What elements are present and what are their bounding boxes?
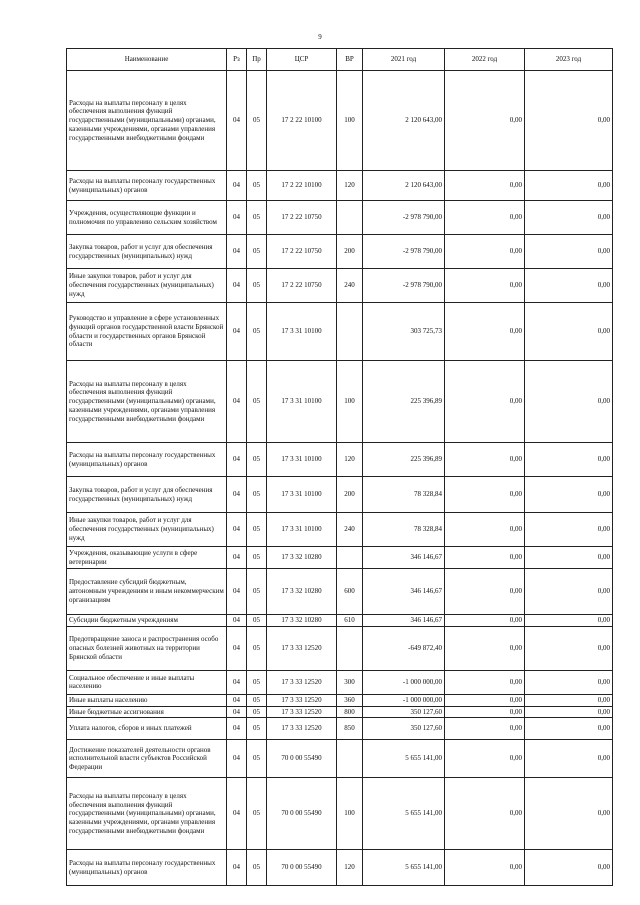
cell-rz: 04	[227, 235, 247, 269]
cell-csr: 70 0 00 55490	[267, 740, 337, 778]
cell-csr: 17 3 31 10100	[267, 443, 337, 477]
cell-vr: 240	[337, 269, 363, 303]
table-header-row	[67, 49, 613, 71]
cell-2023: 0,00	[525, 626, 613, 670]
cell-csr: 17 3 31 10100	[267, 361, 337, 443]
cell-pr: 05	[247, 778, 267, 850]
cell-rz: 04	[227, 626, 247, 670]
cell-vr: 100	[337, 361, 363, 443]
cell-rz: 04	[227, 71, 247, 171]
cell-name: Закупка товаров, работ и услуг для обеспечения государственных (муниципальных) нужд	[67, 477, 227, 513]
cell-2023: 0,00	[525, 303, 613, 361]
cell-2022: 0,00	[445, 201, 525, 235]
cell-vr	[337, 626, 363, 670]
cell-name: Субсидии бюджетным учреждениям	[67, 615, 227, 627]
cell-rz: 04	[227, 670, 247, 694]
cell-pr: 05	[247, 670, 267, 694]
header-2022: 2022 год	[445, 49, 525, 71]
cell-2021: 78 328,84	[363, 477, 445, 513]
cell-2022: 0,00	[445, 235, 525, 269]
cell-pr: 05	[247, 269, 267, 303]
cell-rz: 04	[227, 778, 247, 850]
cell-2021: -2 978 790,00	[363, 269, 445, 303]
cell-rz: 04	[227, 569, 247, 615]
cell-pr: 05	[247, 303, 267, 361]
cell-2023: 0,00	[525, 235, 613, 269]
table-row	[67, 361, 613, 443]
cell-2022: 0,00	[445, 626, 525, 670]
cell-csr: 17 3 32 10280	[267, 569, 337, 615]
cell-rz: 04	[227, 171, 247, 201]
cell-csr: 17 3 33 12520	[267, 694, 337, 706]
cell-vr: 200	[337, 235, 363, 269]
cell-rz: 04	[227, 477, 247, 513]
table-row	[67, 235, 613, 269]
cell-pr: 05	[247, 740, 267, 778]
cell-rz: 04	[227, 740, 247, 778]
cell-name: Расходы на выплаты персоналу в целях обеспечения выполнения функций государственными (муниципальными) органами, казенными учреждениями, органами управления государственными внебюджетными фондами	[67, 778, 227, 850]
cell-csr: 17 2 22 10750	[267, 235, 337, 269]
cell-vr: 100	[337, 71, 363, 171]
cell-csr: 17 2 22 10750	[267, 201, 337, 235]
cell-rz: 04	[227, 513, 247, 547]
cell-2021: 225 396,89	[363, 361, 445, 443]
cell-2023: 0,00	[525, 477, 613, 513]
cell-vr	[337, 547, 363, 569]
cell-vr: 850	[337, 718, 363, 740]
cell-2022: 0,00	[445, 513, 525, 547]
cell-2022: 0,00	[445, 706, 525, 718]
cell-2023: 0,00	[525, 547, 613, 569]
cell-name: Иные бюджетные ассигнования	[67, 706, 227, 718]
header-2023: 2023 год	[525, 49, 613, 71]
cell-rz: 04	[227, 694, 247, 706]
cell-vr	[337, 740, 363, 778]
cell-2021: 2 120 643,00	[363, 171, 445, 201]
cell-csr: 17 3 32 10280	[267, 547, 337, 569]
cell-name: Руководство и управление в сфере установленных функций органов государственной власти Брянской области и государственных органов Брянской области	[67, 303, 227, 361]
cell-2022: 0,00	[445, 269, 525, 303]
cell-csr: 17 3 33 12520	[267, 670, 337, 694]
table-row	[67, 513, 613, 547]
cell-pr: 05	[247, 361, 267, 443]
cell-vr: 120	[337, 850, 363, 886]
cell-2021: 225 396,89	[363, 443, 445, 477]
cell-2023: 0,00	[525, 706, 613, 718]
cell-name: Расходы на выплаты персоналу в целях обеспечения выполнения функций государственными (муниципальными) органами, казенными учреждениями, органами управления государственными внебюджетными фондами	[67, 71, 227, 171]
cell-pr: 05	[247, 201, 267, 235]
cell-2022: 0,00	[445, 477, 525, 513]
cell-2022: 0,00	[445, 850, 525, 886]
header-vr: ВР	[337, 49, 363, 71]
cell-name: Достижение показателей деятельности органов исполнительной власти субъектов Российской Федерации	[67, 740, 227, 778]
cell-2021: -2 978 790,00	[363, 235, 445, 269]
cell-2021: -1 000 000,00	[363, 694, 445, 706]
cell-2021: 2 120 643,00	[363, 71, 445, 171]
cell-name: Иные закупки товаров, работ и услуг для обеспечения государственных (муниципальных) нужд	[67, 513, 227, 547]
cell-2021: 5 655 141,00	[363, 778, 445, 850]
cell-pr: 05	[247, 569, 267, 615]
cell-2023: 0,00	[525, 71, 613, 171]
cell-name: Расходы на выплаты персоналу государственных (муниципальных) органов	[67, 443, 227, 477]
cell-2023: 0,00	[525, 670, 613, 694]
cell-name: Учреждения, осуществляющие функции и полномочия по управлению сельским хозяйством	[67, 201, 227, 235]
cell-2022: 0,00	[445, 670, 525, 694]
cell-pr: 05	[247, 443, 267, 477]
cell-csr: 17 3 32 10280	[267, 615, 337, 627]
cell-pr: 05	[247, 171, 267, 201]
cell-csr: 17 3 33 12520	[267, 626, 337, 670]
cell-vr: 240	[337, 513, 363, 547]
cell-csr: 70 0 00 55490	[267, 850, 337, 886]
cell-2022: 0,00	[445, 778, 525, 850]
table-row	[67, 670, 613, 694]
cell-2023: 0,00	[525, 201, 613, 235]
cell-csr: 17 3 31 10100	[267, 513, 337, 547]
cell-name: Расходы на выплаты персоналу государственных (муниципальных) органов	[67, 850, 227, 886]
cell-rz: 04	[227, 706, 247, 718]
table-row	[67, 615, 613, 627]
table-row	[67, 569, 613, 615]
cell-2023: 0,00	[525, 513, 613, 547]
header-2021: 2021 год	[363, 49, 445, 71]
cell-2022: 0,00	[445, 569, 525, 615]
cell-2022: 0,00	[445, 694, 525, 706]
cell-rz: 04	[227, 201, 247, 235]
cell-vr: 600	[337, 569, 363, 615]
cell-pr: 05	[247, 71, 267, 171]
cell-2021: 303 725,73	[363, 303, 445, 361]
cell-2021: 346 146,67	[363, 615, 445, 627]
header-rz: Рз	[227, 49, 247, 71]
table-row	[67, 547, 613, 569]
cell-2023: 0,00	[525, 850, 613, 886]
cell-vr: 120	[337, 443, 363, 477]
cell-pr: 05	[247, 513, 267, 547]
cell-name: Иные закупки товаров, работ и услуг для обеспечения государственных (муниципальных) нужд	[67, 269, 227, 303]
header-name: Наименование	[67, 49, 227, 71]
cell-2022: 0,00	[445, 547, 525, 569]
table-row	[67, 171, 613, 201]
table-row	[67, 694, 613, 706]
cell-csr: 70 0 00 55490	[267, 778, 337, 850]
table-row	[67, 477, 613, 513]
cell-name: Закупка товаров, работ и услуг для обеспечения государственных (муниципальных) нужд	[67, 235, 227, 269]
cell-2023: 0,00	[525, 171, 613, 201]
cell-2023: 0,00	[525, 269, 613, 303]
cell-rz: 04	[227, 547, 247, 569]
table-row	[67, 443, 613, 477]
cell-name: Учреждения, оказывающие услуги в сфере ветеринарии	[67, 547, 227, 569]
cell-2021: 350 127,60	[363, 706, 445, 718]
cell-2023: 0,00	[525, 443, 613, 477]
cell-rz: 04	[227, 303, 247, 361]
cell-csr: 17 2 22 10750	[267, 269, 337, 303]
table-row	[67, 269, 613, 303]
cell-csr: 17 3 33 12520	[267, 706, 337, 718]
cell-vr: 300	[337, 670, 363, 694]
cell-2021: -649 872,40	[363, 626, 445, 670]
cell-vr: 200	[337, 477, 363, 513]
cell-csr: 17 2 22 10100	[267, 71, 337, 171]
cell-2022: 0,00	[445, 361, 525, 443]
table-row	[67, 201, 613, 235]
cell-2022: 0,00	[445, 443, 525, 477]
cell-vr: 360	[337, 694, 363, 706]
cell-vr	[337, 303, 363, 361]
page-number: 9	[318, 33, 322, 41]
cell-2021: 5 655 141,00	[363, 850, 445, 886]
cell-2021: 5 655 141,00	[363, 740, 445, 778]
table-row	[67, 740, 613, 778]
table-row	[67, 706, 613, 718]
cell-name: Уплата налогов, сборов и иных платежей	[67, 718, 227, 740]
cell-pr: 05	[247, 850, 267, 886]
cell-pr: 05	[247, 718, 267, 740]
cell-name: Социальное обеспечение и иные выплаты населению	[67, 670, 227, 694]
cell-2022: 0,00	[445, 740, 525, 778]
cell-csr: 17 3 31 10100	[267, 477, 337, 513]
cell-rz: 04	[227, 361, 247, 443]
cell-csr: 17 3 31 10100	[267, 303, 337, 361]
cell-rz: 04	[227, 269, 247, 303]
cell-2021: 350 127,60	[363, 718, 445, 740]
cell-2021: 346 146,67	[363, 547, 445, 569]
cell-pr: 05	[247, 547, 267, 569]
cell-2022: 0,00	[445, 718, 525, 740]
cell-2023: 0,00	[525, 361, 613, 443]
cell-2023: 0,00	[525, 740, 613, 778]
cell-vr: 120	[337, 171, 363, 201]
cell-2023: 0,00	[525, 718, 613, 740]
cell-2022: 0,00	[445, 171, 525, 201]
cell-2021: 346 146,67	[363, 569, 445, 615]
table-row	[67, 626, 613, 670]
table-row	[67, 850, 613, 886]
cell-2023: 0,00	[525, 615, 613, 627]
header-csr: ЦСР	[267, 49, 337, 71]
cell-pr: 05	[247, 477, 267, 513]
cell-name: Предотвращение заноса и распространения особо опасных болезней животных на территории Брянской области	[67, 626, 227, 670]
cell-pr: 05	[247, 706, 267, 718]
cell-name: Предоставление субсидий бюджетным, автономным учреждениям и иным некоммерческим организациям	[67, 569, 227, 615]
cell-2022: 0,00	[445, 615, 525, 627]
cell-rz: 04	[227, 443, 247, 477]
cell-rz: 04	[227, 615, 247, 627]
table-row	[67, 778, 613, 850]
cell-2023: 0,00	[525, 569, 613, 615]
cell-vr: 100	[337, 778, 363, 850]
cell-rz: 04	[227, 850, 247, 886]
cell-vr	[337, 201, 363, 235]
table-row	[67, 718, 613, 740]
cell-pr: 05	[247, 235, 267, 269]
cell-2021: -1 000 000,00	[363, 670, 445, 694]
cell-2023: 0,00	[525, 694, 613, 706]
cell-rz: 04	[227, 718, 247, 740]
cell-vr: 800	[337, 706, 363, 718]
cell-pr: 05	[247, 626, 267, 670]
table-row	[67, 71, 613, 171]
cell-vr: 610	[337, 615, 363, 627]
cell-2022: 0,00	[445, 71, 525, 171]
cell-2022: 0,00	[445, 303, 525, 361]
cell-csr: 17 3 33 12520	[267, 718, 337, 740]
cell-name: Иные выплаты населению	[67, 694, 227, 706]
cell-name: Расходы на выплаты персоналу в целях обеспечения выполнения функций государственными (муниципальными) органами, казенными учреждениями, органами управления государственными внебюджетными фондами	[67, 361, 227, 443]
cell-2021: 78 328,84	[363, 513, 445, 547]
cell-2021: -2 978 790,00	[363, 201, 445, 235]
header-pr: Пр	[247, 49, 267, 71]
cell-pr: 05	[247, 694, 267, 706]
budget-table	[66, 48, 613, 886]
cell-csr: 17 2 22 10100	[267, 171, 337, 201]
table-row	[67, 303, 613, 361]
cell-pr: 05	[247, 615, 267, 627]
cell-2023: 0,00	[525, 778, 613, 850]
cell-name: Расходы на выплаты персоналу государственных (муниципальных) органов	[67, 171, 227, 201]
